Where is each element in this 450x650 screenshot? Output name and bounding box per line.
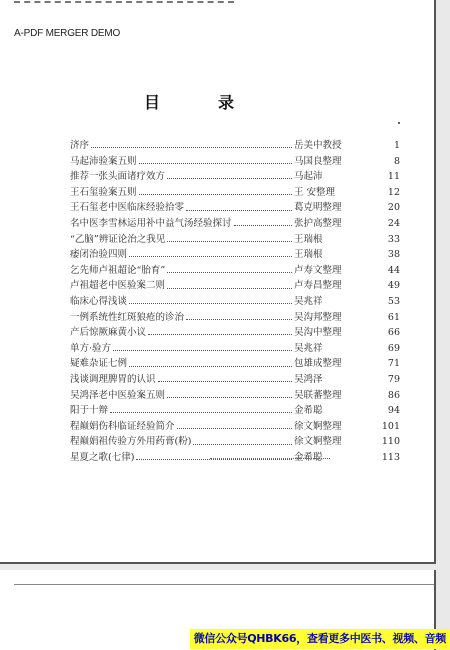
toc-entry-page: 1: [393, 140, 400, 151]
toc-entry-title: 单方·验方: [70, 342, 112, 354]
toc-dot-leader: [167, 178, 292, 179]
toc-entry-page: 101: [381, 420, 400, 432]
toc-entry-title: 临床心得浅谈: [70, 295, 128, 307]
toc-row: [70, 356, 400, 372]
toc-dot-leader: [110, 412, 292, 413]
toc-entry-title: 推荐一张头面诸疗效方: [70, 171, 166, 183]
toc-dot-leader: [186, 210, 292, 211]
toc-end-dots: [210, 458, 330, 463]
toc-entry-page: 66: [387, 327, 400, 339]
toc-entry-page: 8: [393, 155, 400, 167]
toc-entry-title: 王石玺老中医临床经验拾零: [70, 202, 185, 214]
toc-row: [70, 403, 400, 419]
toc-entry-page: 61: [387, 311, 400, 323]
toc-dot-leader: [139, 163, 292, 164]
toc-entry-page: 33: [387, 233, 400, 245]
toc-dot-leader: [167, 272, 292, 273]
toc-dot-leader: [139, 194, 292, 195]
promo-banner: 微信公众号QHBK66，查看更多中医书、视频、音频: [190, 629, 450, 649]
toc-row: [70, 138, 400, 154]
toc-row: [70, 154, 400, 170]
toc-entry-author: 王 安整理: [294, 186, 336, 198]
toc-entry-title: 程巅娟伤科临证经验简介: [70, 420, 175, 432]
toc-entry-page: 44: [387, 264, 400, 276]
toc-entry-title: 星夏之歌(七律): [70, 451, 135, 463]
toc-entry-author: 马国良整理: [294, 155, 342, 167]
toc-entry-page: 20: [387, 202, 400, 214]
toc-row: [70, 341, 400, 357]
toc-entry-author: 徐文婀整理: [294, 436, 342, 448]
toc-entry-title: “乙脑”辨证论治之我见: [70, 233, 166, 245]
toc-entry-author: 徐文婀整理: [294, 420, 342, 432]
toc-entry-author: 张护高整理: [294, 217, 342, 229]
toc-title: 目录: [143, 93, 292, 112]
toc-row: [70, 185, 400, 201]
toc-entry-page: 69: [387, 342, 400, 354]
toc-dot-leader: [129, 256, 292, 257]
toc-entry-title: 痿闭治验四则: [70, 249, 128, 261]
toc-entry-author: 金希聪: [294, 405, 323, 417]
toc-entry-title: 卢祖超老中医验案二则: [70, 280, 166, 292]
toc-dot-leader: [186, 319, 292, 320]
toc-entry-title: 名中医李雪林运用补中益气汤经验探讨: [70, 217, 232, 229]
toc-dot-leader: [91, 147, 292, 148]
toc-row: [70, 200, 400, 216]
toc-row: [70, 372, 400, 388]
toc-row: [70, 419, 400, 435]
toc-entry-page: 110: [381, 436, 400, 448]
toc-row: [70, 294, 400, 310]
toc-entry-page: 79: [387, 373, 400, 385]
toc-entry-page: 94: [387, 405, 400, 417]
toc-dot-leader: [158, 381, 292, 382]
toc-dot-leader: [177, 428, 292, 429]
toc-row: [70, 325, 400, 341]
next-page-rule: [14, 584, 434, 585]
toc-dot-leader: [234, 225, 292, 226]
toc-entry-author: 吴鸿泽: [294, 373, 323, 385]
toc-list: [70, 138, 400, 465]
toc-entry-author: 王瑞根: [294, 233, 323, 245]
page-speck: [398, 122, 400, 124]
toc-entry-title: 阳于十辩: [70, 405, 109, 417]
toc-entry-author: 马起沛: [294, 171, 323, 183]
toc-row: [70, 216, 400, 232]
toc-entry-author: 吴沟邦整理: [294, 311, 342, 323]
toc-entry-title: 一例系统性红斑狼疮的诊治: [70, 311, 185, 323]
demo-watermark: A-PDF MERGER DEMO: [14, 28, 121, 39]
toc-entry-author: 葛克明整理: [294, 202, 342, 214]
toc-entry-author: 吴沟中整理: [294, 327, 342, 339]
toc-dot-leader: [167, 397, 292, 398]
toc-dot-leader: [148, 334, 292, 335]
toc-entry-author: 岳美中教授: [294, 140, 342, 151]
toc-row: [70, 434, 400, 450]
toc-entry-author: 吴兆祥: [294, 342, 323, 354]
toc-entry-title: 吴鸿泽老中医验案五则: [70, 389, 166, 401]
toc-entry-page: 24: [387, 217, 400, 229]
toc-row: [70, 247, 400, 263]
toc-entry-title: 浅谈调理脾胃的认识: [70, 373, 156, 385]
toc-entry-page: 38: [387, 249, 400, 261]
toc-entry-author: 吴兆祥: [294, 295, 323, 307]
toc-entry-author: 包雄成整理: [294, 358, 342, 370]
toc-entry-title: 疑难杂证七例: [70, 358, 128, 370]
toc-row: [70, 278, 400, 294]
toc-entry-title: 王石玺验案五则: [70, 186, 137, 198]
toc-entry-author: 吴联蕃整理: [294, 389, 342, 401]
toc-entry-page: 49: [387, 280, 400, 292]
toc-entry-page: 71: [387, 358, 400, 370]
toc-dot-leader: [167, 241, 292, 242]
toc-entry-page: 53: [387, 295, 400, 307]
toc-entry-title: 马起沛验案五则: [70, 155, 137, 167]
toc-row: [70, 263, 400, 279]
top-dashed-line: [14, 1, 234, 11]
toc-entry-author: 金希聪: [294, 451, 323, 463]
toc-dot-leader: [129, 303, 292, 304]
toc-entry-author: 王瑞根: [294, 249, 323, 261]
toc-row: [70, 388, 400, 404]
toc-row: [70, 310, 400, 326]
toc-entry-page: 11: [387, 171, 400, 183]
toc-dot-leader: [193, 444, 292, 445]
toc-row: [70, 169, 400, 185]
toc-entry-page: 12: [387, 186, 400, 198]
toc-entry-author: 卢寿文整理: [294, 264, 342, 276]
toc-entry-title: 乞先师卢祖超论“胎育”: [70, 264, 166, 276]
toc-entry-page: 113: [381, 451, 400, 463]
toc-row: [70, 232, 400, 248]
toc-dot-leader: [167, 288, 292, 289]
toc-entry-author: 卢寿昌整理: [294, 280, 342, 292]
toc-dot-leader: [129, 366, 292, 367]
toc-entry-title: 济序: [70, 140, 90, 151]
toc-entry-page: 86: [387, 389, 400, 401]
toc-entry-title: 产后惊厥麻黄小议: [70, 327, 147, 339]
toc-dot-leader: [113, 350, 292, 351]
toc-entry-title: 程巅娟祖传验方外用药膏(粉): [70, 436, 192, 448]
